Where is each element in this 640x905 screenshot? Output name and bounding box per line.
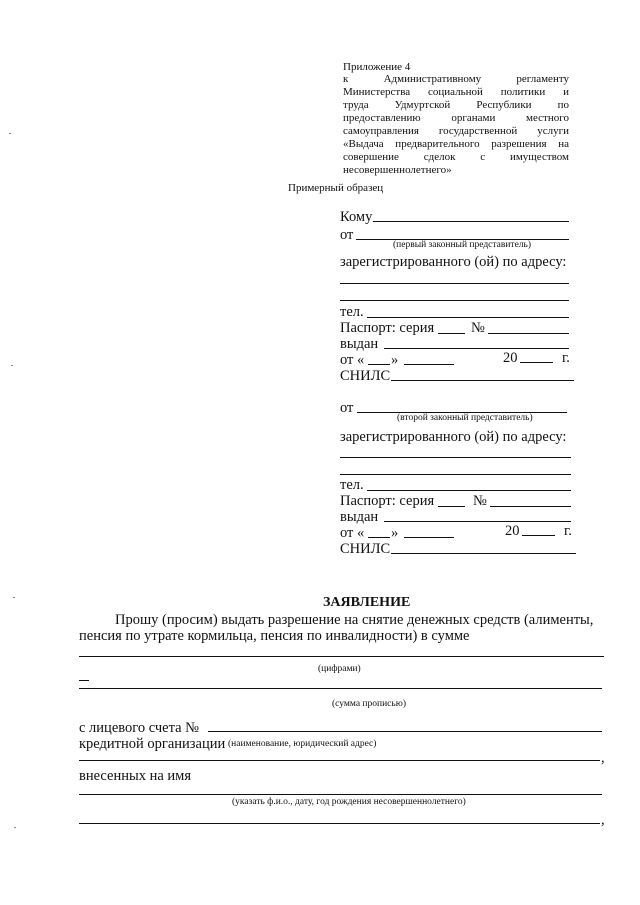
issued-line-first[interactable] [384,348,569,349]
issued-label-second: выдан [340,509,379,525]
snils-label-second: СНИЛС [340,541,391,557]
year-suffix-second: г. [564,523,572,539]
snils-label-first: СНИЛС [340,368,391,384]
issued-label-first: выдан [340,336,379,352]
date-day-line-first[interactable] [368,364,390,365]
scan-speck [13,597,15,598]
scan-speck [9,133,11,134]
date-from-label-second: от « [340,525,365,541]
account-line[interactable] [208,731,602,732]
address-line-4[interactable] [340,474,571,475]
to-label: Кому [340,209,373,225]
appendix-line-7: «Выдача предварительного разрешения на [343,138,569,150]
from-label-first: от [340,227,354,243]
snils-line-first[interactable] [391,380,574,381]
account-label: с лицевого счета № [79,720,199,736]
passport-number-label-second: № [473,493,487,509]
year-line-first[interactable] [520,362,553,363]
statement-title: ЗАЯВЛЕНИЕ [323,595,411,610]
amount-digits-line-short[interactable] [79,680,89,681]
tel-line-second[interactable] [367,490,571,491]
registered-label-second: зарегистрированного (ой) по адресу: [340,429,567,445]
year-prefix-second: 20 [505,523,520,539]
registered-label-first: зарегистрированного (ой) по адресу: [340,254,567,270]
appendix-line-3: Министерства социальной политики и [343,86,569,98]
minor-comma: , [601,812,605,828]
minor-name-line[interactable] [79,794,602,795]
passport-series-label-second: Паспорт: серия [340,493,435,509]
from-label-second: от [340,400,354,416]
appendix-line-5: предоставлению органами местного [343,112,569,124]
date-close-first: » [391,352,399,368]
digits-caption: (цифрами) [318,664,361,674]
passport-series-line-second[interactable] [438,506,465,507]
address-line-2[interactable] [340,300,569,301]
first-rep-caption: (первый законный представитель) [393,240,532,250]
passport-number-line-second[interactable] [490,506,571,507]
issued-line-second[interactable] [384,521,571,522]
appendix-number: Приложение 4 [343,61,411,73]
year-line-second[interactable] [522,535,555,536]
passport-series-line-first[interactable] [438,333,465,334]
statement-paragraph-line-1: Прошу (просим) выдать разрешение на снятие денежных средств (алименты, [115,612,594,628]
appendix-line-8: совершение сделок с имуществом [343,151,569,163]
amount-digits-line[interactable] [79,656,604,657]
date-close-second: » [391,525,399,541]
passport-number-label-first: № [471,320,485,336]
year-suffix-first: г. [562,350,570,366]
minor-caption: (указать ф.и.о., дату, год рождения несовершеннолетнего) [232,797,466,807]
minor-name-line-2[interactable] [79,823,600,824]
credit-org-line[interactable] [79,760,600,761]
tel-label-first: тел. [340,304,364,320]
scan-speck [11,365,13,366]
date-month-line-second[interactable] [404,537,454,538]
passport-series-label-first: Паспорт: серия [340,320,435,336]
appendix-line-4: труда Удмуртской Республики по [343,99,569,111]
sample-label: Примерный образец [288,182,384,194]
date-month-line-first[interactable] [404,364,454,365]
address-line-1[interactable] [340,283,569,284]
tel-label-second: тел. [340,477,364,493]
date-day-line-second[interactable] [368,537,390,538]
statement-paragraph-line-2: пенсия по утрате кормильца, пенсия по инвалидности) в сумме [79,628,470,644]
passport-number-line-first[interactable] [488,333,569,334]
to-line[interactable] [373,221,569,222]
snils-line-second[interactable] [391,553,576,554]
credit-org-label: кредитной организации [79,736,226,752]
scan-speck [14,827,16,828]
second-rep-caption: (второй законный представитель) [397,413,533,423]
appendix-line-9: несовершеннолетнего» [343,164,452,176]
words-caption: (сумма прописью) [332,699,406,709]
year-prefix-first: 20 [503,350,518,366]
date-from-label-first: от « [340,352,365,368]
address-line-3[interactable] [340,457,571,458]
appendix-line-6: самоуправления государственной услуги [343,125,569,137]
credit-org-comma: , [601,750,605,766]
tel-line-first[interactable] [367,317,569,318]
deposited-label: внесенных на имя [79,768,192,784]
appendix-line-2: к Административному регламенту [343,73,569,85]
credit-org-caption: (наименование, юридический адрес) [228,739,377,749]
amount-words-line[interactable] [79,688,602,689]
